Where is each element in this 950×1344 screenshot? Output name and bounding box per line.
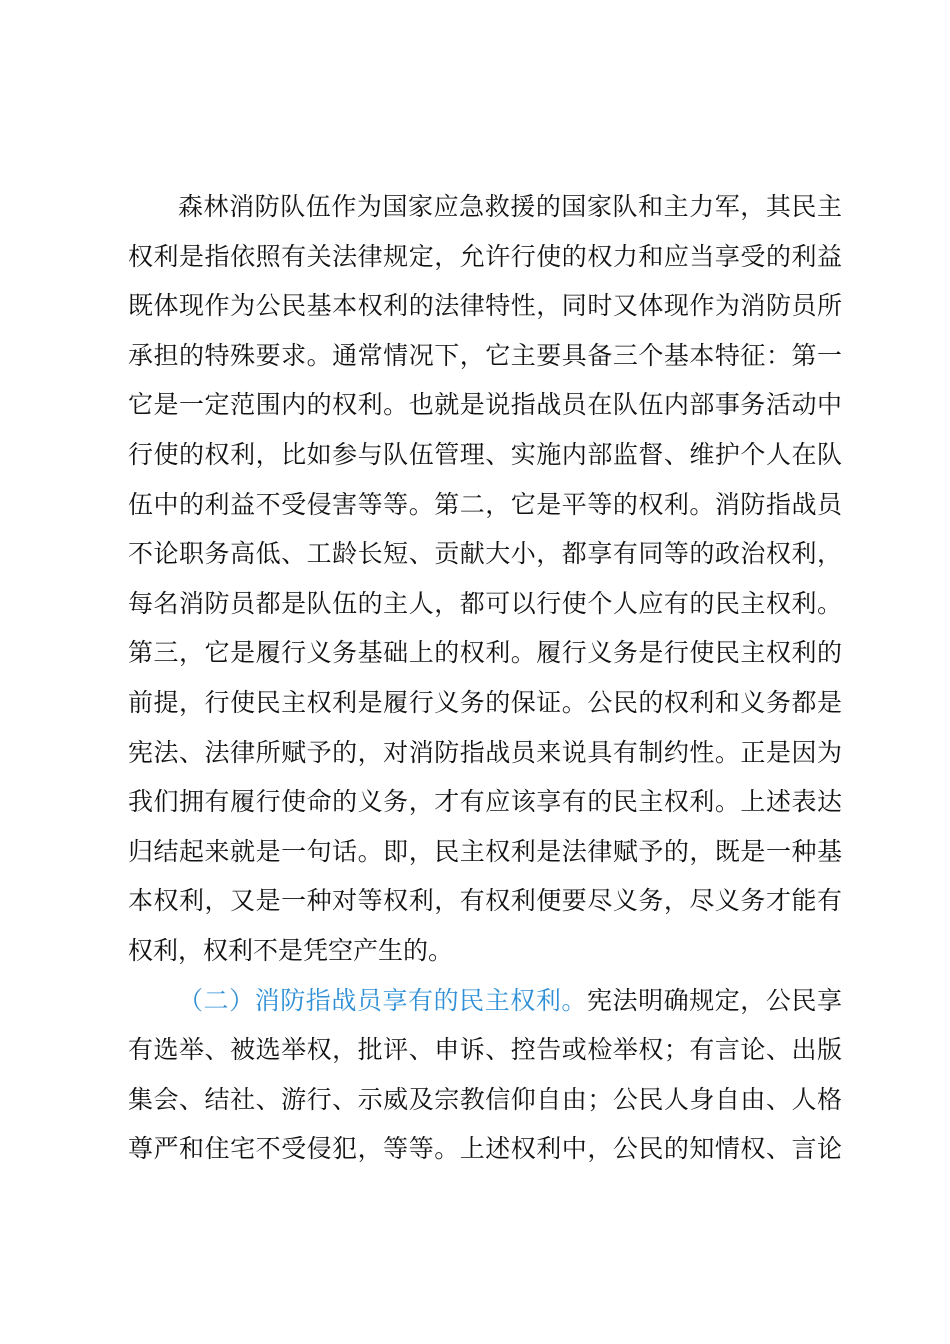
text-line: 权利，权利不是凭空产生的。: [128, 935, 454, 965]
text-line: 尊严和住宅不受侵犯，等等。上述权利中，公民的知情权、言论: [128, 1134, 842, 1164]
text-line: 它是一定范围内的权利。也就是说指战员在队伍内部事务活动中: [128, 390, 842, 420]
text-line: 承担的特殊要求。通常情况下，它主要具备三个基本特征：第一: [128, 340, 842, 370]
paragraph-2: [128, 976, 842, 1174]
text-line: 有选举、被选举权，批评、申诉、控告或检举权；有言论、出版: [128, 1035, 842, 1065]
text-line: 不论职务高低、工龄长短、贡献大小，都享有同等的政治权利，: [128, 539, 842, 569]
text-line: 宪法、法律所赋予的，对消防指战员来说具有制约性。正是因为: [128, 737, 842, 767]
text-line: 每名消防员都是队伍的主人，都可以行使个人应有的民主权利。: [128, 588, 842, 618]
text-line: 既体现作为公民基本权利的法律特性，同时又体现作为消防员所: [128, 291, 842, 321]
text-line: [128, 976, 842, 1026]
text-line: 前提，行使民主权利是履行义务的保证。公民的权利和义务都是: [128, 687, 842, 717]
text-line: 归结起来就是一句话。即，民主权利是法律赋予的，既是一种基: [128, 836, 842, 866]
text-line: 集会、结社、游行、示威及宗教信仰自由；公民人身自由、人格: [128, 1084, 842, 1114]
text-line: 我们拥有履行使命的义务，才有应该享有的民主权利。上述表达: [128, 787, 842, 817]
text-line: 本权利，又是一种对等权利，有权利便要尽义务，尽义务才能有: [128, 886, 842, 916]
paragraph-1: [128, 182, 842, 976]
text-line: 伍中的利益不受侵害等等。第二，它是平等的权利。消防指战员: [128, 489, 842, 519]
section-heading: （二）消防指战员享有的民主权利。: [178, 985, 587, 1015]
text-line: 森林消防队伍作为国家应急救援的国家队和主力军，其民主: [178, 192, 842, 221]
body-text: [128, 182, 842, 1174]
text-line: 行使的权利，比如参与队伍管理、实施内部监督、维护个人在队: [128, 439, 842, 469]
text-line: 第三，它是履行义务基础上的权利。履行义务是行使民主权利的: [128, 638, 842, 668]
text-line: 权利是指依照有关法律规定，允许行使的权力和应当享受的利益: [128, 241, 842, 271]
heading-line-rest: 宪法明确规定，公民享: [586, 985, 842, 1015]
